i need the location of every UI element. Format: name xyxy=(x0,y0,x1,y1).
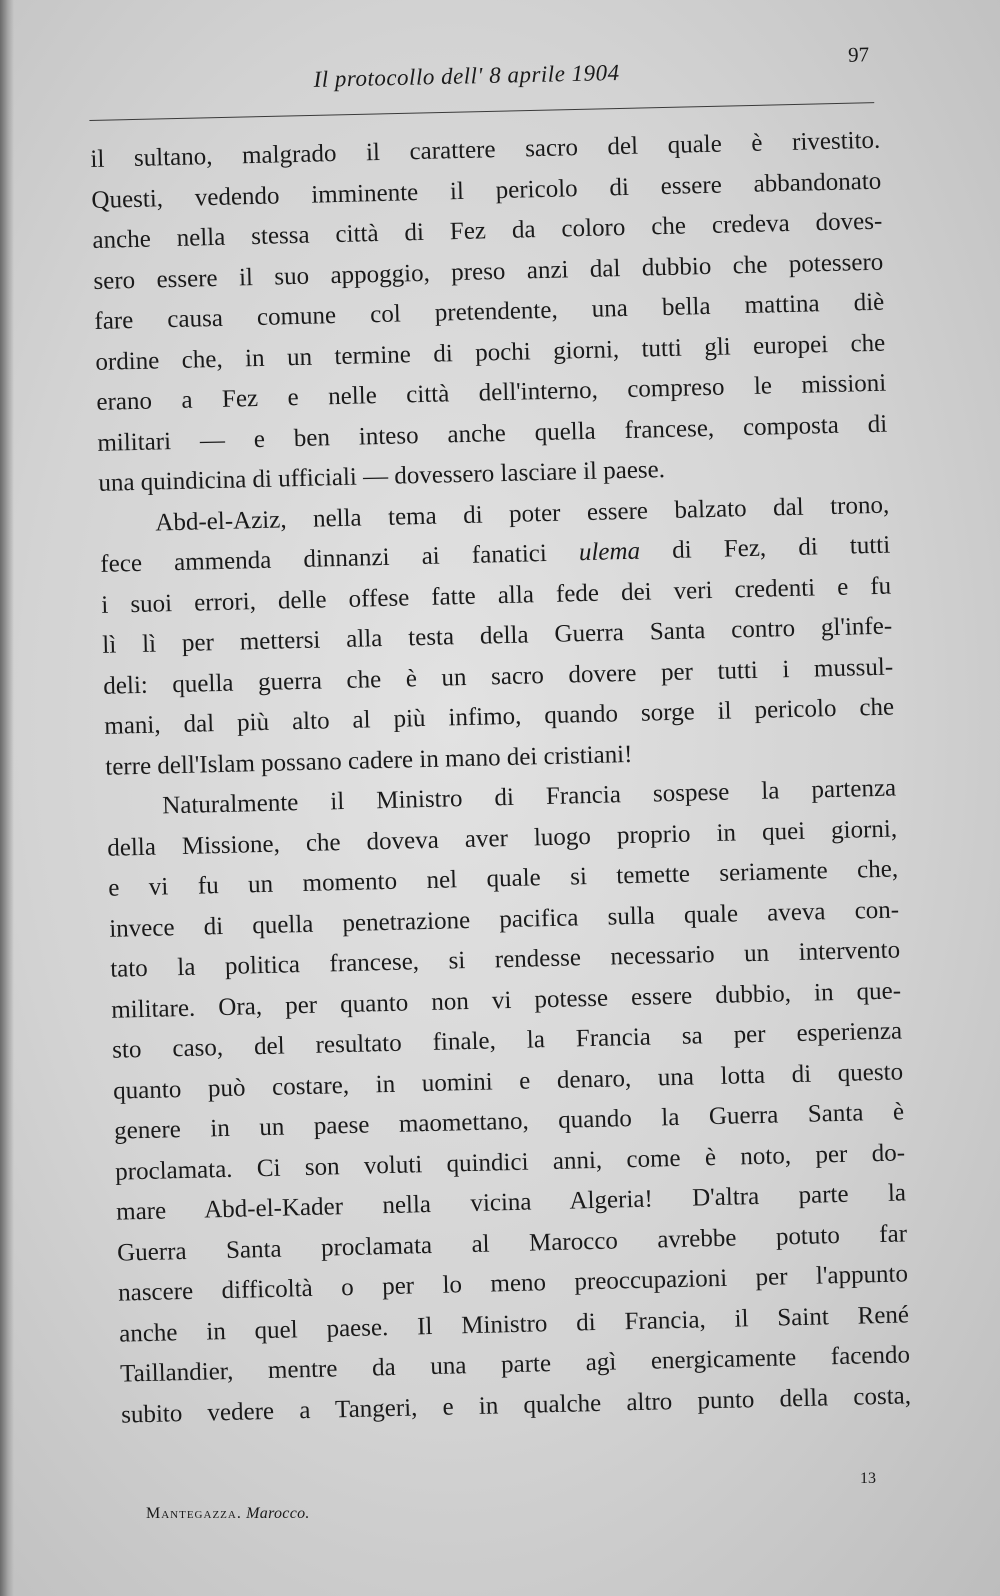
text-line: militari — e ben inteso anche quella francese, composta di xyxy=(97,410,888,457)
signature-mark: 13 xyxy=(860,1470,876,1487)
text-line: erano a Fez e nelle città dell'interno, compreso le missioni xyxy=(96,369,887,416)
page-binding-shadow xyxy=(0,0,14,1596)
text-line: fare causa comune col pretendente, una bella mattina diè xyxy=(94,288,885,335)
text-line: anche in quel paese. Il Ministro di Francia, il Saint René xyxy=(118,1300,910,1348)
text-line: sero essere il suo appoggio, preso anzi dal dubbio che potessero xyxy=(93,248,884,295)
text-line: il sultano, malgrado il carattere sacro del quale è rivestito. xyxy=(90,126,881,173)
text-line: militare. Ora, per quanto non vi potesse essere dubbio, in que- xyxy=(110,976,902,1024)
footer-author: Mantegazza. xyxy=(146,1505,242,1522)
footer-work: Marocco. xyxy=(246,1505,310,1522)
text-line: Guerra Santa proclamata al Marocco avrebbe potuto far xyxy=(116,1219,908,1267)
text-line: proclamata. Ci son voluti quindici anni, come è noto, per do- xyxy=(114,1138,906,1186)
text-line: lì lì per mettersi alla testa della Guerra Santa contro gl'infe- xyxy=(102,612,893,659)
text-line: i suoi errori, delle offese fatte alla fede dei veri credenti e fu xyxy=(101,572,892,619)
text-line: Abd-el-Aziz, nella tema di poter essere balzato dal trono, xyxy=(155,491,890,537)
text-line: una quindicina di ufficiali — dovessero lasciare il paese. xyxy=(98,456,666,497)
text-line: Naturalmente il Ministro di Francia sospese la partenza xyxy=(161,774,897,820)
text-line: mani, dal più alto al più infimo, quando sorge il pericolo che xyxy=(103,693,895,740)
text-line: tato la politica francese, si rendesse necessario un intervento xyxy=(109,936,901,983)
text-line: invece di quella penetrazione pacifica sulla quale aveva con- xyxy=(108,895,900,943)
header-rule xyxy=(89,102,874,121)
running-head: Il protocollo dell' 8 aprile 1904 xyxy=(313,59,620,92)
text-line: nascere difficoltà o per lo meno preoccupazioni per l'appunto xyxy=(117,1260,909,1307)
text-line: della Missione, che doveva aver luogo proprio in quei giorni, xyxy=(106,814,898,862)
text-line: ordine che, in un termine di pochi giorni, tutti gli europei che xyxy=(95,329,886,376)
page-number: 97 xyxy=(847,42,870,67)
text-line: terre dell'Islam possano cadere in mano dei cristiani! xyxy=(104,740,633,781)
text-line: anche nella stessa città di Fez da coloro che credeva doves- xyxy=(92,207,883,254)
page-header xyxy=(88,40,879,128)
text-line: mare Abd-el-Kader nella vicina Algeria! D'altra parte la xyxy=(115,1179,907,1226)
text-line: e vi fu un momento nel quale si temette seriamente che, xyxy=(107,855,899,902)
text-line: Questi, vedendo imminente il pericolo di essere abbandonato xyxy=(91,167,882,214)
page-footer xyxy=(146,1505,310,1523)
text-line: sto caso, del resultato finale, la Francia sa per esperienza xyxy=(111,1017,903,1064)
text-line: subito vedere a Tangeri, e in qualche altro punto della costa, xyxy=(120,1381,912,1429)
text-line: Taillandier, mentre da una parte agì energicamente facendo xyxy=(119,1341,911,1388)
italic-word: ulema xyxy=(578,537,641,567)
text-line: fece ammenda dinnanzi ai fanatici ulema di Fez, di tutti xyxy=(100,531,891,578)
text-line: quanto può costare, in uomini e denaro, una lotta di questo xyxy=(112,1057,904,1105)
text-line: genere in un paese maomettano, quando la Guerra Santa è xyxy=(113,1098,905,1145)
body-text xyxy=(90,121,911,1436)
text-line: deli: quella guerra che è un sacro dovere per tutti i mussul- xyxy=(103,653,894,700)
